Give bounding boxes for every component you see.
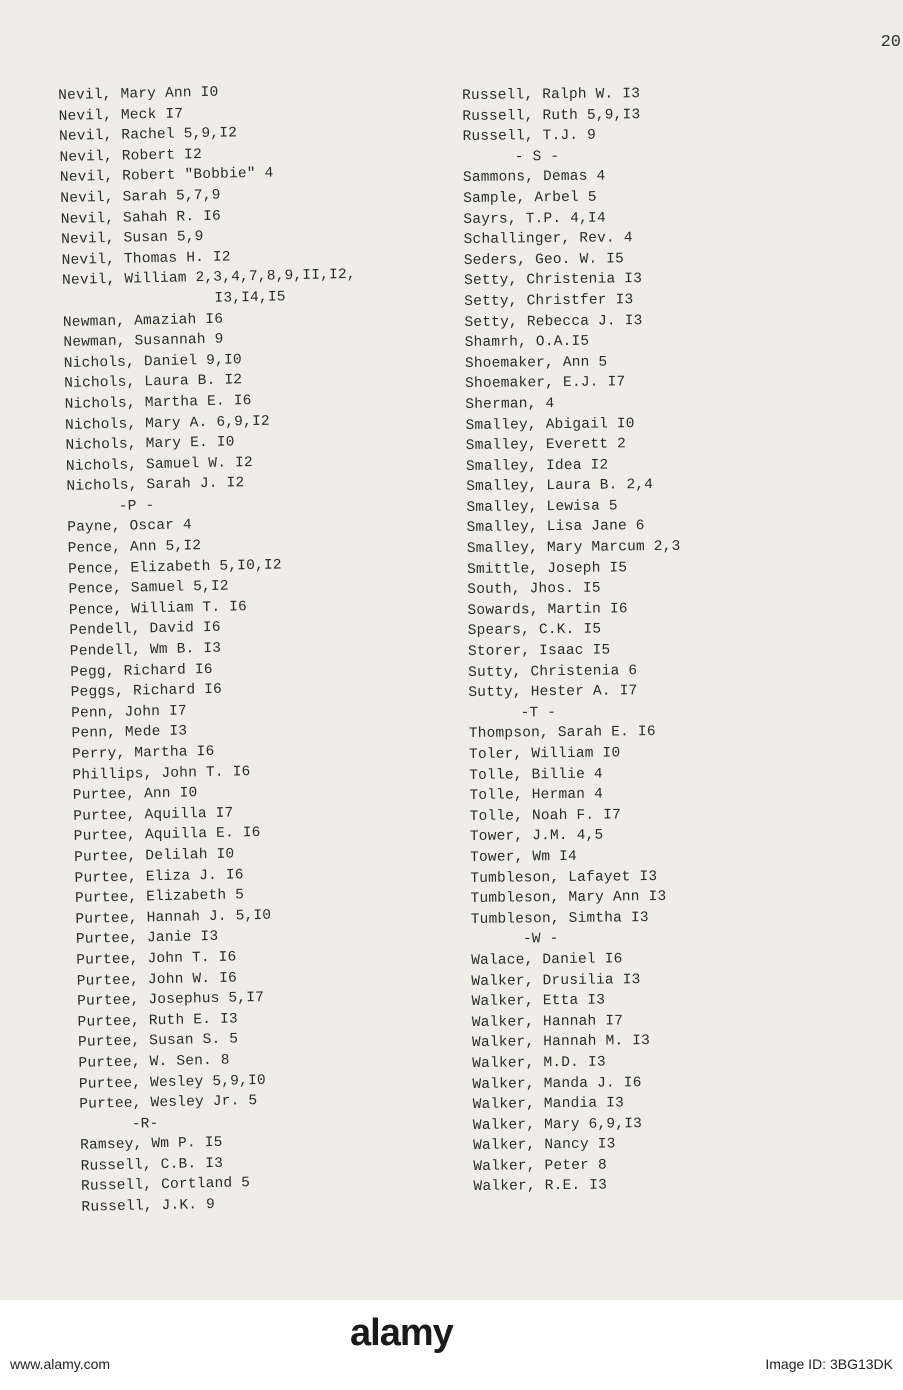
- index-entry: Purtee, Eliza J. I6: [74, 866, 244, 887]
- index-entry: Tumbleson, Lafayet I3: [470, 868, 658, 887]
- index-column-right: [462, 82, 894, 1198]
- index-entry: Nichols, Mary E. I0: [65, 434, 235, 455]
- index-entry: Russell, Ralph W. I3: [462, 86, 641, 104]
- index-entry: Walker, R.E. I3: [473, 1178, 608, 1196]
- index-entry: Walker, Hannah M. I3: [471, 1033, 651, 1052]
- index-entry: Nevil, Meck I7: [58, 105, 184, 125]
- index-entry: Smalley, Abigail I0: [465, 415, 635, 434]
- section-letter-heading: -P -: [118, 497, 155, 515]
- index-entry: Sample, Arbel 5: [463, 189, 597, 207]
- index-entry: Pence, Ann 5,I2: [67, 538, 202, 557]
- index-entry: Sherman, 4: [465, 395, 555, 413]
- index-entry: Pence, Samuel 5,I2: [68, 578, 229, 599]
- index-entry: Tolle, Herman 4: [469, 786, 604, 805]
- index-entry: Walace, Daniel I6: [471, 951, 623, 969]
- index-entry: Nichols, Laura B. I2: [64, 372, 243, 393]
- index-entry: Purtee, Ann I0: [72, 785, 198, 805]
- index-entry: Walker, Manda J. I6: [472, 1074, 642, 1093]
- index-entry: Purtee, Hannah J. 5,I0: [75, 907, 272, 928]
- index-entry: Purtee, Wesley 5,9,I0: [78, 1072, 266, 1093]
- index-entry: Peggs, Richard I6: [70, 681, 223, 702]
- index-entry: Walker, Mandia I3: [472, 1095, 625, 1114]
- index-entry: Newman, Amaziah I6: [62, 311, 224, 331]
- index-entry: Sutty, Hester A. I7: [468, 683, 638, 702]
- index-entry: Tower, J.M. 4,5: [469, 827, 604, 846]
- index-entry: Pence, Elizabeth 5,I0,I2: [67, 557, 282, 578]
- watermark-logo: alamy: [350, 1312, 453, 1354]
- index-entry: Sowards, Martin I6: [467, 601, 628, 619]
- watermark-url: www.alamy.com: [10, 1356, 111, 1372]
- index-entry: Purtee, Susan S. 5: [77, 1031, 239, 1052]
- index-entry: Purtee, Aquilla E. I6: [73, 825, 261, 846]
- index-entry: Pence, William T. I6: [68, 599, 248, 619]
- index-entry: Tolle, Billie 4: [469, 766, 603, 784]
- index-entry: Pendell, Wm B. I3: [69, 640, 222, 660]
- index-entry: Smalley, Idea I2: [465, 457, 609, 475]
- index-entry: Purtee, W. Sen. 8: [78, 1052, 230, 1072]
- index-entry: Walker, Drusilia I3: [471, 971, 641, 990]
- index-entry: Russell, Cortland 5: [80, 1175, 251, 1196]
- index-entry: Russell, C.B. I3: [80, 1155, 224, 1175]
- index-entry: Walker, Mary 6,9,I3: [472, 1115, 643, 1134]
- index-entry: Payne, Oscar 4: [67, 517, 193, 537]
- index-entry: Purtee, Elizabeth 5: [74, 887, 245, 907]
- index-entry: Setty, Christenia I3: [463, 271, 643, 290]
- index-entry: Newman, Susannah 9: [63, 331, 224, 352]
- index-entry: Nichols, Sarah J. I2: [66, 475, 245, 496]
- index-entry: Walker, Hannah I7: [471, 1013, 624, 1031]
- index-entry: South, Jhos. I5: [467, 580, 601, 599]
- index-entry: Purtee, John W. I6: [76, 969, 238, 990]
- index-entry: Walker, Nancy I3: [473, 1136, 616, 1155]
- index-entry: Smittle, Joseph I5: [466, 559, 628, 578]
- index-entry: Schallinger, Rev. 4: [463, 230, 633, 249]
- index-entry: Nevil, Thomas H. I2: [61, 249, 231, 269]
- index-entry: Penn, John I7: [70, 703, 188, 722]
- index-entry: Nevil, Robert I2: [59, 146, 203, 166]
- index-entry: Walker, Etta I3: [471, 992, 606, 1011]
- index-entry: Nichols, Mary A. 6,9,I2: [64, 413, 270, 434]
- index-entry: Russell, Ruth 5,9,I3: [462, 106, 641, 125]
- index-entry: Walker, M.D. I3: [472, 1054, 606, 1072]
- index-entry: Pegg, Richard I6: [70, 661, 213, 681]
- index-entry: Nichols, Daniel 9,I0: [63, 351, 242, 372]
- index-entry: Phillips, John T. I6: [72, 763, 251, 784]
- index-entry: Tumbleson, Mary Ann I3: [470, 889, 667, 908]
- index-entry: Smalley, Lewisa 5: [466, 498, 618, 516]
- index-entry: Nevil, Susan 5,9: [61, 229, 204, 249]
- index-entry: Purtee, John T. I6: [76, 949, 237, 969]
- index-entry: Smalley, Laura B. 2,4: [466, 477, 654, 496]
- index-entry: Sayrs, T.P. 4,I4: [463, 210, 606, 228]
- index-entry: Purtee, Ruth E. I3: [77, 1011, 238, 1031]
- index-entry: Purtee, Delilah I0: [73, 846, 235, 866]
- index-entry: Tower, Wm I4: [470, 848, 577, 866]
- index-entry: Walker, Peter 8: [473, 1157, 607, 1175]
- index-entry: Setty, Christfer I3: [464, 292, 634, 310]
- index-entry: Pendell, David I6: [69, 620, 221, 640]
- index-entry: Setty, Rebecca J. I3: [464, 312, 643, 331]
- watermark-image-id: Image ID: 3BG13DK: [765, 1356, 893, 1372]
- page-number: 20: [880, 33, 901, 52]
- index-entry: Thompson, Sarah E. I6: [468, 724, 656, 743]
- index-entry: Spears, C.K. I5: [467, 622, 602, 640]
- index-entry: Nichols, Samuel W. I2: [65, 454, 254, 475]
- index-entry: Purtee, Aquilla I7: [73, 805, 234, 825]
- index-entry: Smalley, Mary Marcum 2,3: [466, 538, 681, 558]
- index-entry: Nevil, Sarah 5,7,9: [60, 187, 221, 207]
- index-entry: Russell, J.K. 9: [81, 1197, 216, 1216]
- index-entry: Purtee, Janie I3: [75, 929, 219, 949]
- index-entry: Sutty, Christenia 6: [468, 662, 638, 681]
- index-entry: Smalley, Lisa Jane 6: [466, 518, 645, 537]
- section-letter-heading: -T -: [520, 704, 557, 722]
- index-entry: Shoemaker, Ann 5: [464, 354, 608, 372]
- index-entry: Perry, Martha I6: [71, 743, 215, 763]
- section-letter-heading: - S -: [514, 148, 560, 166]
- index-entry: Storer, Isaac I5: [467, 642, 611, 660]
- index-entry: Penn, Mede I3: [71, 723, 188, 743]
- section-letter-heading: -W -: [522, 931, 559, 948]
- index-entry: Ramsey, Wm P. I5: [80, 1135, 223, 1155]
- index-entry: I3,I4,I5: [214, 289, 286, 307]
- index-entry: Shamrh, O.A.I5: [464, 333, 590, 352]
- index-entry: Tolle, Noah F. I7: [469, 807, 622, 825]
- index-entry: Russell, T.J. 9: [462, 127, 597, 146]
- index-entry: Tumbleson, Simtha I3: [470, 909, 649, 928]
- index-entry: Nevil, Mary Ann I0: [58, 84, 219, 104]
- index-entry: Toler, William I0: [468, 745, 621, 763]
- index-entry: Purtee, Wesley Jr. 5: [79, 1093, 258, 1113]
- section-letter-heading: -R-: [131, 1115, 159, 1133]
- index-entry: Shoemaker, E.J. I7: [465, 374, 626, 393]
- index-entry: Sammons, Demas 4: [462, 168, 606, 187]
- index-entry: Nevil, William 2,3,4,7,8,9,II,I2,: [61, 267, 356, 290]
- index-entry: Purtee, Josephus 5,I7: [77, 990, 265, 1010]
- index-entry: Nichols, Martha E. I6: [64, 392, 252, 413]
- index-entry: Nevil, Sahah R. I6: [60, 208, 222, 228]
- index-entry: Seders, Geo. W. I5: [463, 251, 625, 269]
- index-entry: Nevil, Rachel 5,9,I2: [58, 125, 238, 146]
- index-entry: Smalley, Everett 2: [465, 436, 627, 455]
- index-entry: Nevil, Robert "Bobbie" 4: [59, 165, 274, 187]
- index-column-left: [58, 78, 462, 1218]
